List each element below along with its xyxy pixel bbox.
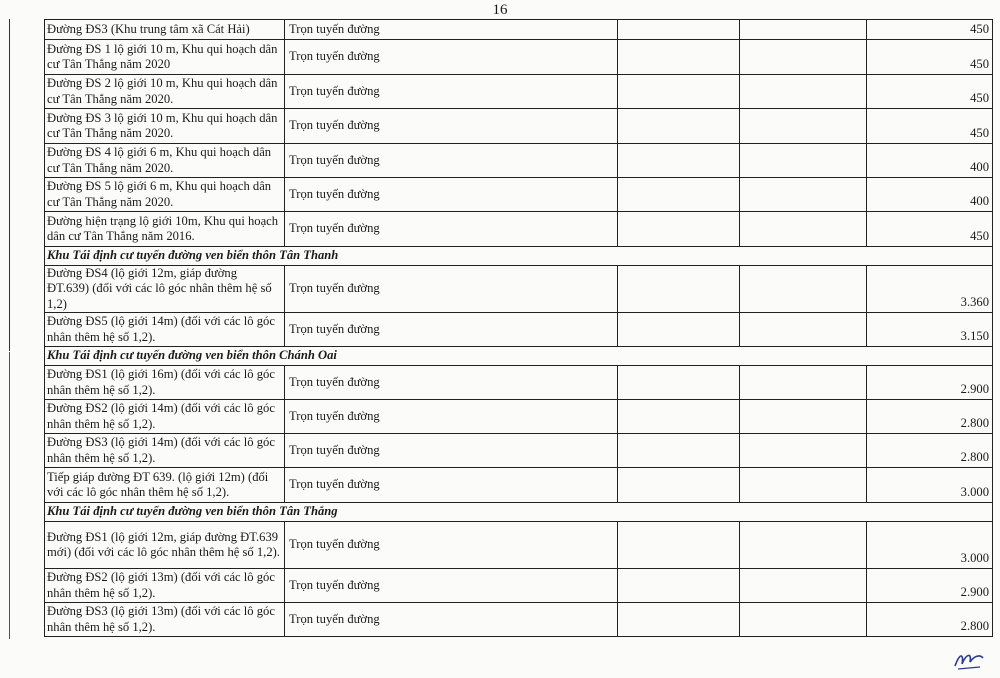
empty-cell	[740, 468, 867, 502]
section-header-row	[44, 247, 993, 266]
table-row	[44, 569, 993, 603]
road-name-cell: Đường ĐS4 (lộ giới 12m, giáp đường ĐT.639) (đối với các lô góc nhân thêm hệ số 1,2)	[45, 266, 285, 312]
empty-cell	[618, 266, 740, 312]
empty-cell	[740, 178, 867, 211]
empty-cell	[740, 569, 867, 602]
empty-cell	[740, 522, 867, 568]
left-margin-rule	[9, 19, 10, 351]
table-row	[44, 468, 993, 503]
table-row	[44, 434, 993, 468]
price-cell: 450	[970, 228, 989, 243]
empty-cell	[618, 144, 740, 177]
price-cell: 450	[970, 56, 989, 71]
scope-cell: Trọn tuyến đường	[285, 40, 618, 74]
price-cell: 3.000	[960, 484, 989, 499]
empty-cell	[740, 40, 867, 74]
empty-cell	[618, 366, 740, 399]
road-name-cell: Đường ĐS1 (lộ giới 12m, giáp đường ĐT.639 mới) (đối với các lô góc nhân thêm hệ số 1,2).	[45, 522, 285, 568]
section-title: Khu Tái định cư tuyến đường ven biển thôn Tân Thắng	[47, 504, 338, 519]
price-cell: 2.800	[960, 449, 989, 464]
road-name-cell: Đường ĐS 3 lộ giới 10 m, Khu qui hoạch dân cư Tân Thắng năm 2020.	[45, 109, 285, 143]
scope-cell: Trọn tuyến đường	[285, 20, 618, 39]
price-cell: 2.900	[960, 381, 989, 396]
road-name-cell: Đường ĐS5 (lộ giới 14m) (đối với các lô góc nhân thêm hệ số 1,2).	[45, 313, 285, 346]
price-table	[44, 19, 993, 637]
empty-cell	[618, 212, 740, 246]
section-title: Khu Tái định cư tuyến đường ven biển thôn Chánh Oai	[47, 348, 337, 363]
road-name-cell: Đường hiện trạng lộ giới 10m, Khu qui hoạch dân cư Tân Thắng năm 2016.	[45, 212, 285, 246]
road-name-cell: Đường ĐS 4 lộ giới 6 m, Khu qui hoạch dân cư Tân Thắng năm 2020.	[45, 144, 285, 177]
scope-cell: Trọn tuyến đường	[285, 400, 618, 433]
empty-cell	[618, 434, 740, 467]
empty-cell	[618, 20, 740, 39]
scope-cell: Trọn tuyến đường	[285, 569, 618, 602]
empty-cell	[740, 603, 867, 636]
table-row	[44, 266, 993, 313]
page-number: 16	[492, 2, 508, 18]
empty-cell	[618, 569, 740, 602]
price-cell: 400	[970, 193, 989, 208]
scope-cell: Trọn tuyến đường	[285, 178, 618, 211]
section-header-row	[44, 347, 993, 366]
scope-cell: Trọn tuyến đường	[285, 366, 618, 399]
road-name-cell: Đường ĐS1 (lộ giới 16m) (đối với các lô góc nhân thêm hệ số 1,2).	[45, 366, 285, 399]
scope-cell: Trọn tuyến đường	[285, 266, 618, 312]
table-row	[44, 366, 993, 400]
scope-cell: Trọn tuyến đường	[285, 522, 618, 568]
section-title: Khu Tái định cư tuyến đường ven biển thôn Tân Thanh	[47, 248, 339, 263]
empty-cell	[618, 468, 740, 502]
price-cell: 3.150	[960, 328, 989, 343]
empty-cell	[740, 400, 867, 433]
price-cell: 400	[970, 159, 989, 174]
scope-cell: Trọn tuyến đường	[285, 313, 618, 346]
empty-cell	[740, 144, 867, 177]
initials-signature-mark	[952, 648, 986, 672]
scope-cell: Trọn tuyến đường	[285, 468, 618, 502]
price-cell: 2.800	[960, 618, 989, 633]
road-name-cell: Đường ĐS2 (lộ giới 14m) (đối với các lô góc nhân thêm hệ số 1,2).	[45, 400, 285, 433]
left-margin-rule	[9, 352, 10, 639]
empty-cell	[740, 75, 867, 108]
table-row	[44, 313, 993, 347]
empty-cell	[740, 266, 867, 312]
price-cell: 2.900	[960, 584, 989, 599]
table-row	[44, 400, 993, 434]
empty-cell	[740, 313, 867, 346]
empty-cell	[618, 109, 740, 143]
price-cell: 3.000	[960, 550, 989, 565]
table-row	[44, 603, 993, 637]
table-row	[44, 40, 993, 75]
table-row	[44, 144, 993, 178]
road-name-cell: Đường ĐS3 (lộ giới 14m) (đối với các lô góc nhân thêm hệ số 1,2).	[45, 434, 285, 467]
table-row	[44, 178, 993, 212]
empty-cell	[618, 75, 740, 108]
empty-cell	[618, 40, 740, 74]
table-row	[44, 20, 993, 40]
table-row	[44, 212, 993, 247]
road-name-cell: Tiếp giáp đường ĐT 639. (lộ giới 12m) (đối với các lô góc nhân thêm hệ số 1,2).	[45, 468, 285, 502]
price-cell: 450	[970, 21, 989, 36]
road-name-cell: Đường ĐS 1 lộ giới 10 m, Khu qui hoạch dân cư Tân Thắng năm 2020	[45, 40, 285, 74]
road-name-cell: Đường ĐS3 (Khu trung tâm xã Cát Hải)	[45, 20, 285, 39]
scope-cell: Trọn tuyến đường	[285, 144, 618, 177]
empty-cell	[618, 313, 740, 346]
price-cell: 450	[970, 90, 989, 105]
empty-cell	[740, 109, 867, 143]
road-name-cell: Đường ĐS2 (lộ giới 13m) (đối với các lô góc nhân thêm hệ số 1,2).	[45, 569, 285, 602]
empty-cell	[740, 366, 867, 399]
scope-cell: Trọn tuyến đường	[285, 75, 618, 108]
empty-cell	[740, 20, 867, 39]
scope-cell: Trọn tuyến đường	[285, 603, 618, 636]
section-header-row	[44, 503, 993, 522]
table-row	[44, 109, 993, 144]
empty-cell	[618, 522, 740, 568]
scope-cell: Trọn tuyến đường	[285, 109, 618, 143]
road-name-cell: Đường ĐS 2 lộ giới 10 m, Khu qui hoạch dân cư Tân Thắng năm 2020.	[45, 75, 285, 108]
road-name-cell: Đường ĐS 5 lộ giới 6 m, Khu qui hoạch dân cư Tân Thắng năm 2020.	[45, 178, 285, 211]
price-cell: 2.800	[960, 415, 989, 430]
table-row	[44, 522, 993, 569]
table-row	[44, 75, 993, 109]
empty-cell	[618, 400, 740, 433]
price-cell: 450	[970, 125, 989, 140]
scope-cell: Trọn tuyến đường	[285, 434, 618, 467]
empty-cell	[740, 434, 867, 467]
empty-cell	[618, 178, 740, 211]
empty-cell	[618, 603, 740, 636]
empty-cell	[740, 212, 867, 246]
road-name-cell: Đường ĐS3 (lộ giới 13m) (đối với các lô góc nhân thêm hệ số 1,2).	[45, 603, 285, 636]
scope-cell: Trọn tuyến đường	[285, 212, 618, 246]
price-cell: 3.360	[960, 294, 989, 309]
